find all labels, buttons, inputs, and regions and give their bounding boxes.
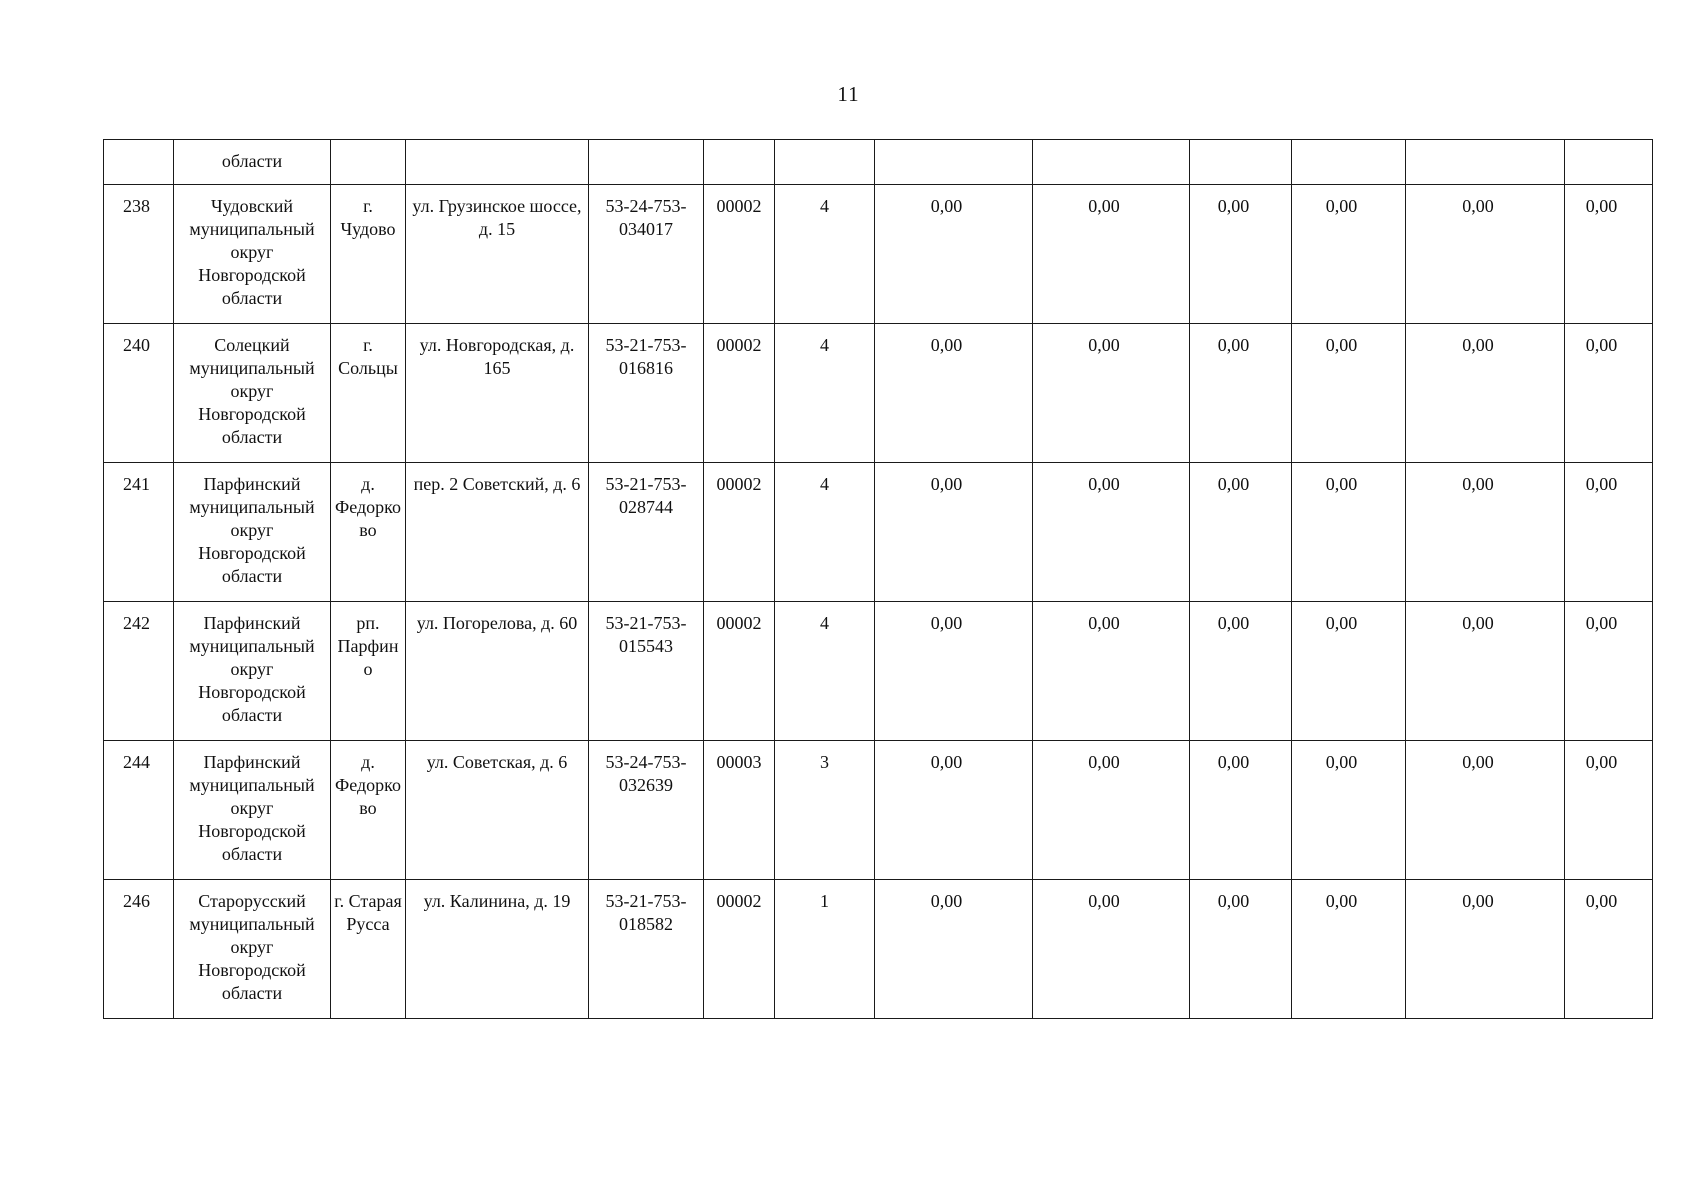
table-row xyxy=(104,463,1653,602)
cell-amount xyxy=(1033,140,1190,185)
cell-address xyxy=(406,140,589,185)
cell-address: ул. Советская, д. 6 xyxy=(406,741,589,880)
table-row xyxy=(104,324,1653,463)
cell-amount: 0,00 xyxy=(1565,185,1653,324)
cell-amount: 0,00 xyxy=(1406,185,1565,324)
cell-amount: 0,00 xyxy=(1190,602,1292,741)
cell-locality: д. Федорково xyxy=(331,463,406,602)
cell-district: Чудовский муниципальный округ Новгородской области xyxy=(174,185,331,324)
cell-count: 4 xyxy=(775,602,875,741)
cell-district: Старорусский муниципальный округ Новгородской области xyxy=(174,880,331,1019)
cell-amount: 0,00 xyxy=(1406,880,1565,1019)
cell-no xyxy=(104,140,174,185)
cell-amount: 0,00 xyxy=(1406,463,1565,602)
cell-no: 242 xyxy=(104,602,174,741)
cell-locality: г. Сольцы xyxy=(331,324,406,463)
cell-amount: 0,00 xyxy=(875,741,1033,880)
cell-locality: г. Чудово xyxy=(331,185,406,324)
cell-address: ул. Калинина, д. 19 xyxy=(406,880,589,1019)
cell-code: 53-21-753-015543 xyxy=(589,602,704,741)
cell-no: 238 xyxy=(104,185,174,324)
cell-amount: 0,00 xyxy=(1565,463,1653,602)
cell-district: Парфинский муниципальный округ Новгородской области xyxy=(174,602,331,741)
cell-amount: 0,00 xyxy=(1565,741,1653,880)
cell-district: Парфинский муниципальный округ Новгородской области xyxy=(174,741,331,880)
table-row-continuation xyxy=(104,140,1653,185)
cell-no: 241 xyxy=(104,463,174,602)
cell-count: 4 xyxy=(775,324,875,463)
cell-amount xyxy=(1406,140,1565,185)
cell-code: 53-21-753-018582 xyxy=(589,880,704,1019)
cell-amount: 0,00 xyxy=(1292,880,1406,1019)
cell-sub-code: 00002 xyxy=(704,185,775,324)
cell-sub-code: 00002 xyxy=(704,880,775,1019)
cell-locality: рп. Парфино xyxy=(331,602,406,741)
cell-amount: 0,00 xyxy=(1190,741,1292,880)
cell-no: 244 xyxy=(104,741,174,880)
table-row xyxy=(104,741,1653,880)
cell-district: области xyxy=(174,140,331,185)
cell-amount: 0,00 xyxy=(1565,602,1653,741)
cell-amount: 0,00 xyxy=(1406,324,1565,463)
table-row xyxy=(104,185,1653,324)
table-row xyxy=(104,880,1653,1019)
cell-count: 4 xyxy=(775,463,875,602)
cell-amount: 0,00 xyxy=(1033,602,1190,741)
cell-amount: 0,00 xyxy=(1190,880,1292,1019)
cell-district: Парфинский муниципальный округ Новгородской области xyxy=(174,463,331,602)
cell-sub-code: 00003 xyxy=(704,741,775,880)
cell-count: 4 xyxy=(775,185,875,324)
cell-locality: д. Федорково xyxy=(331,741,406,880)
cell-no: 246 xyxy=(104,880,174,1019)
cell-amount: 0,00 xyxy=(1292,741,1406,880)
cell-code: 53-21-753-016816 xyxy=(589,324,704,463)
data-table xyxy=(103,139,1653,1019)
cell-address: пер. 2 Советский, д. 6 xyxy=(406,463,589,602)
cell-amount: 0,00 xyxy=(875,463,1033,602)
cell-amount: 0,00 xyxy=(1406,741,1565,880)
cell-amount: 0,00 xyxy=(1406,602,1565,741)
cell-sub-code xyxy=(704,140,775,185)
cell-code: 53-24-753-032639 xyxy=(589,741,704,880)
cell-amount xyxy=(1190,140,1292,185)
cell-address: ул. Грузинское шоссе, д. 15 xyxy=(406,185,589,324)
cell-amount: 0,00 xyxy=(875,185,1033,324)
page-number: 11 xyxy=(837,82,860,106)
cell-locality xyxy=(331,140,406,185)
cell-amount xyxy=(875,140,1033,185)
cell-amount: 0,00 xyxy=(1033,463,1190,602)
cell-amount: 0,00 xyxy=(875,602,1033,741)
cell-sub-code: 00002 xyxy=(704,324,775,463)
cell-amount: 0,00 xyxy=(1565,880,1653,1019)
cell-address: ул. Погорелова, д. 60 xyxy=(406,602,589,741)
cell-count xyxy=(775,140,875,185)
cell-amount: 0,00 xyxy=(1033,324,1190,463)
cell-address: ул. Новгородская, д. 165 xyxy=(406,324,589,463)
cell-count: 1 xyxy=(775,880,875,1019)
cell-sub-code: 00002 xyxy=(704,602,775,741)
cell-amount xyxy=(1292,140,1406,185)
cell-amount: 0,00 xyxy=(1033,741,1190,880)
cell-amount: 0,00 xyxy=(1292,463,1406,602)
cell-amount: 0,00 xyxy=(1292,185,1406,324)
cell-amount: 0,00 xyxy=(875,880,1033,1019)
cell-amount: 0,00 xyxy=(1190,185,1292,324)
cell-sub-code: 00002 xyxy=(704,463,775,602)
cell-code: 53-21-753-028744 xyxy=(589,463,704,602)
cell-count: 3 xyxy=(775,741,875,880)
cell-amount: 0,00 xyxy=(1190,463,1292,602)
cell-code: 53-24-753-034017 xyxy=(589,185,704,324)
cell-amount: 0,00 xyxy=(1033,185,1190,324)
cell-locality: г. Старая Русса xyxy=(331,880,406,1019)
table-row xyxy=(104,602,1653,741)
cell-amount: 0,00 xyxy=(1565,324,1653,463)
cell-district: Солецкий муниципальный округ Новгородской области xyxy=(174,324,331,463)
cell-amount: 0,00 xyxy=(1033,880,1190,1019)
cell-amount: 0,00 xyxy=(875,324,1033,463)
cell-amount: 0,00 xyxy=(1292,602,1406,741)
cell-amount: 0,00 xyxy=(1292,324,1406,463)
cell-code xyxy=(589,140,704,185)
cell-amount: 0,00 xyxy=(1190,324,1292,463)
cell-amount xyxy=(1565,140,1653,185)
cell-no: 240 xyxy=(104,324,174,463)
